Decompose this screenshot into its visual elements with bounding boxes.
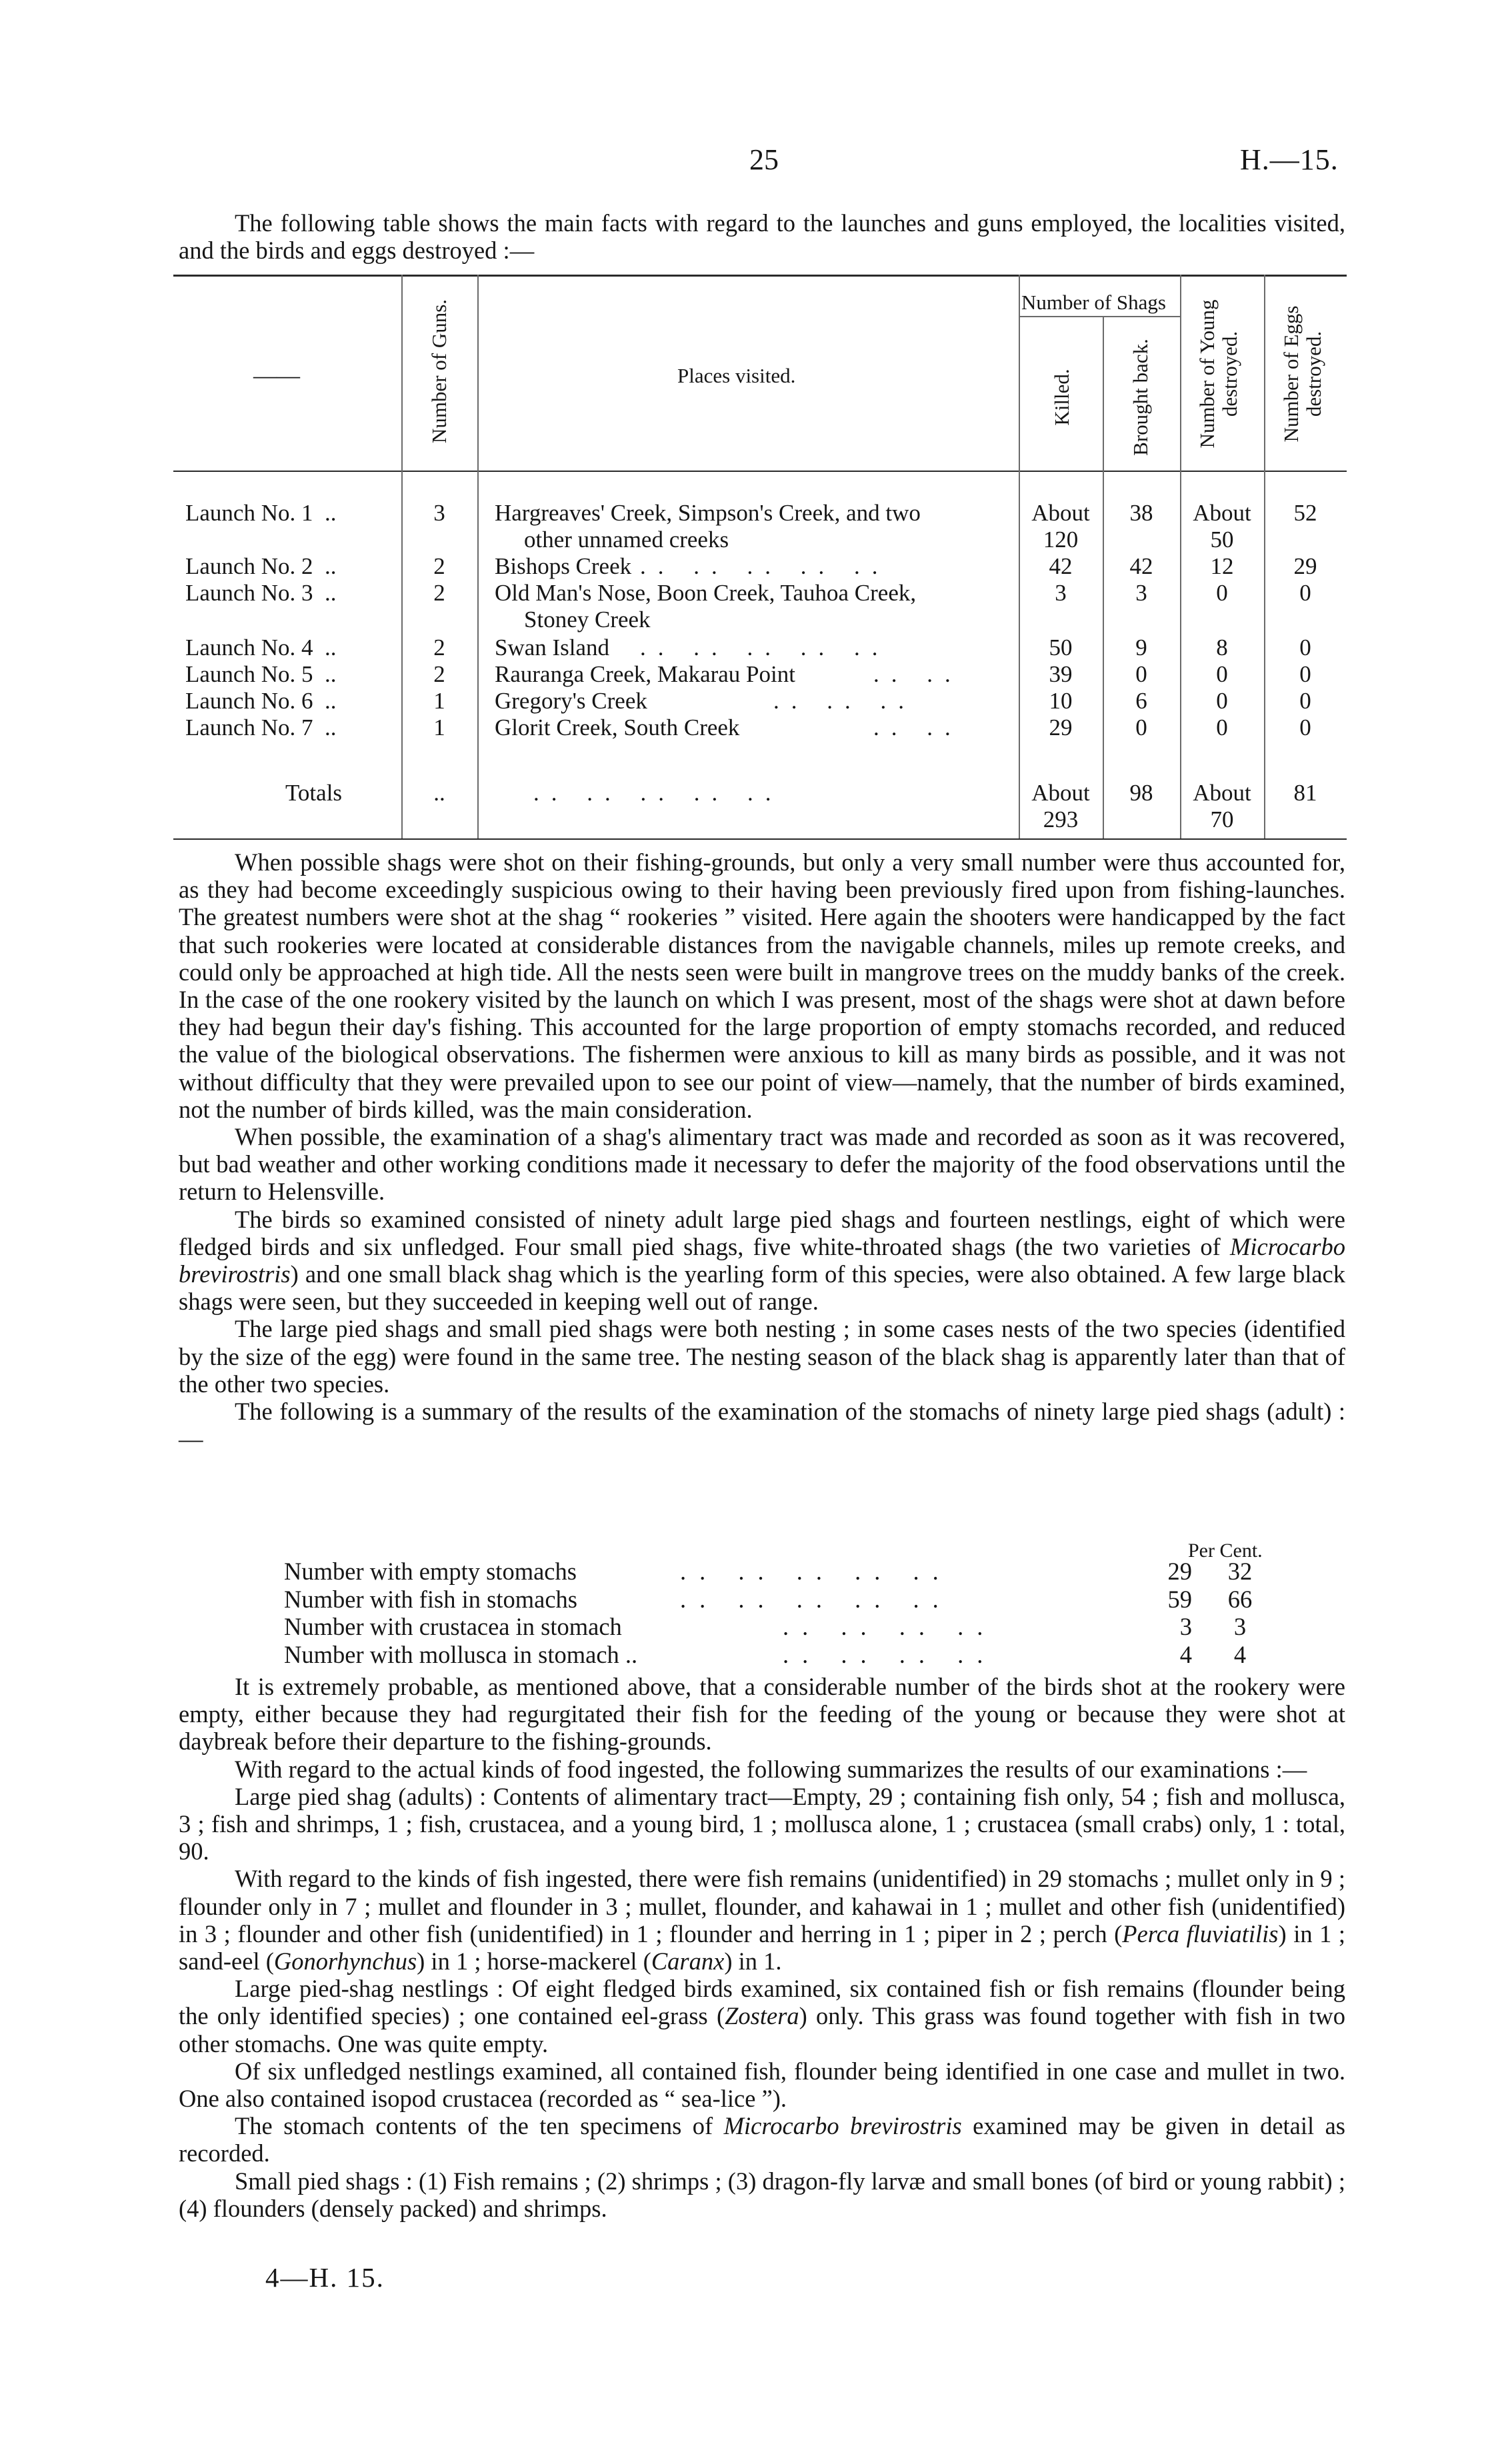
summary-row (284, 1558, 1297, 1586)
summary-percent: 66 (1227, 1585, 1253, 1613)
launch-label: Launch No. 6 (185, 688, 313, 714)
paragraph: When possible, the examination of a shag's alimentary tract was made and recorded as soon as it was recovered, but bad weather and other working conditions made it necessary to defer the majority of the food observations until the return to Helensville. (179, 1123, 1345, 1206)
killed-cell-continued: 120 (1043, 527, 1079, 553)
young-cell: About (1193, 500, 1251, 526)
summary-row (284, 1641, 1297, 1669)
eggs-cell: 0 (1299, 634, 1311, 660)
totals-killed: About (1031, 780, 1090, 806)
paragraph: The large pied shags and small pied shags were both nesting ; in some cases nests of the two species (identified by the size of the egg) were found in the same tree. The nesting season of the black shag is apparently later than that of the other two species. (179, 1315, 1345, 1398)
launch-label: Launch No. 2 (185, 553, 313, 579)
brought-back-cell: 3 (1135, 580, 1147, 606)
leader-dots: .. .. .. .. .. (640, 553, 890, 579)
guns-cell: 2 (433, 553, 445, 579)
young-cell-continued: 50 (1210, 527, 1234, 553)
totals-label: Totals (285, 780, 343, 806)
body-text-upper (179, 848, 1345, 1452)
places-cell: Swan Island (495, 634, 610, 660)
young-cell: 0 (1216, 661, 1228, 687)
table-top-rule (173, 275, 1347, 277)
guns-cell: 3 (433, 500, 445, 526)
paragraph: When possible shags were shot on their fishing-grounds, but only a very small number were thus accounted for, as they had become exceedingly suspicious owing to their having been previously fired upon from fishing-launches. The greatest numbers were shot at the shag “ rookeries ” visited. Here again the shooters were handicapped by the fact that such rookeries were located at considerable distances from the navigable channels, miles up remote creeks, and could only be approached at high tide. All the nests seen were built in mangrove trees on the muddy banks of the creek. In the case of the one rookery visited by the launch on which I was present, most of the shags were shot at dawn before they had begun their day's fishing. This accounted for the large proportion of empty stomachs recorded, and reduced the value of the biological observations. The fishermen were anxious to kill as many birds as possible, and it was not without difficulty that they were prevailed upon to see our point of view—namely, that the number of birds examined, not the number of birds killed, was the main consideration. (179, 848, 1345, 1123)
summary-label: Number with fish in stomachs (284, 1585, 577, 1613)
paragraph: With regard to the kinds of fish ingested, there were fish remains (unidentified) in 29 stomachs ; mullet only in 9 ; flounder only in 7 ; mullet and flounder in 3 ; mullet, flounder, and kahawai in 1 ; mullet and other fish (unidentified) in 3 ; flounder and other fish (unidentified) in 1 ; flounder and herring in 1 ; piper in 2 ; perch (Perca fluviatilis) in 1 ; sand-eel (Gonorhynchus) in 1 ; horse-mackerel (Caranx) in 1. (179, 1865, 1346, 1975)
leader-dots: .. .. .. .. .. (640, 634, 890, 660)
totals-places: .. .. .. .. .. (533, 780, 783, 806)
summary-percent: 3 (1233, 1613, 1247, 1640)
summary-percent: 4 (1233, 1640, 1247, 1668)
paragraph: The birds so examined consisted of ninety adult large pied shags and fourteen nestlings, eight of which were fledged birds and six unfledged. Four small pied shags, five white-throated shags (the two varieties of Microcarbo brevirostris) and one small black shag which is the yearling form of this species, were also obtained. A few large black shags were seen, but they succeeded in keeping well out of range. (179, 1205, 1345, 1316)
brought-back-cell: 0 (1135, 714, 1147, 740)
killed-cell: 10 (1049, 688, 1073, 714)
brought-back-cell: 42 (1129, 553, 1153, 579)
places-cell: Bishops Creek (495, 553, 632, 579)
leader-dots: .. .. .. (773, 688, 916, 714)
totals-eggs: 81 (1293, 780, 1317, 806)
header-number-of-shags: Number of Shags (1021, 291, 1166, 314)
launch-label: Launch No. 1 (185, 500, 313, 526)
young-cell: 12 (1210, 553, 1234, 579)
species-name: Caranx (651, 1947, 725, 1975)
header-places-visited: Places visited. (677, 364, 796, 387)
killed-cell: 29 (1049, 714, 1073, 740)
species-name: Zostera (725, 2002, 799, 2030)
killed-cell: 3 (1055, 580, 1067, 606)
header-number-of-guns: Number of Guns. (427, 299, 451, 444)
totals-killed-continued: 293 (1043, 806, 1079, 832)
places-cell: Glorit Creek, South Creek (495, 714, 740, 740)
eggs-cell: 0 (1299, 688, 1311, 714)
summary-count: 59 (1167, 1585, 1192, 1613)
summary-row (284, 1586, 1297, 1614)
summary-label: Number with mollusca in stomach .. (284, 1640, 638, 1668)
header-brought-back: Brought back. (1129, 339, 1152, 456)
stomach-summary (284, 1558, 1297, 1668)
places-cell: Old Man's Nose, Boon Creek, Tauhoa Creek, (495, 580, 917, 606)
summary-count: 4 (1179, 1640, 1192, 1668)
percent-column-header: Per Cent. (1188, 1540, 1263, 1562)
intro-paragraph: The following table shows the main facts with regard to the launches and guns employed, the localities visited, and the birds and eggs destroyed :— (179, 209, 1345, 265)
brought-back-cell: 9 (1135, 634, 1147, 660)
totals-young-continued: 70 (1210, 806, 1234, 832)
young-cell: 0 (1216, 688, 1228, 714)
launch-label: Launch No. 4 (185, 634, 313, 660)
paragraph: Small pied shags : (1) Fish remains ; (2) shrimps ; (3) dragon-fly larvæ and small bones (of bird or young rabbit) ; (4) flounders (densely packed) and shrimps. (179, 2167, 1345, 2222)
header-blank-dash: —— (253, 363, 300, 389)
header-young-destroyed: Number of Young destroyed. (1195, 299, 1241, 449)
document-code: H.—15. (1240, 143, 1339, 176)
paragraph: Large pied shag (adults) : Contents of alimentary tract—Empty, 29 ; containing fish only, 54 ; fish and mollusca, 3 ; fish and shrimps, 1 ; fish, crustacea, and a young bird, 1 ; mollusca alone, 1 ; crustacea (small crabs) only, 1 : total, 90. (179, 1782, 1345, 1865)
guns-cell: 2 (433, 634, 445, 660)
leader-dots: .. .. (873, 661, 963, 687)
guns-cell: 2 (433, 580, 445, 606)
leader-dots: .. .. .. .. .. (680, 1585, 952, 1613)
leader-dots: .. .. .. .. .. (680, 1558, 952, 1585)
eggs-cell: 29 (1293, 553, 1317, 579)
brought-back-cell: 38 (1129, 500, 1153, 526)
guns-cell: 2 (433, 661, 445, 687)
guns-cell: 1 (433, 688, 445, 714)
killed-cell: 39 (1049, 661, 1073, 687)
header-eggs-destroyed: Number of Eggs destroyed. (1279, 305, 1325, 443)
leader-dots: .. .. .. .. (783, 1613, 997, 1640)
signature-footer: 4—H. 15. (265, 2262, 385, 2293)
leader-dots: .. .. .. .. (783, 1640, 997, 1668)
table-header-rule (173, 471, 1347, 472)
launch-label: Launch No. 3 (185, 580, 313, 606)
page-number: 25 (749, 143, 779, 176)
species-name: Microcarbo brevirostris (179, 1232, 1345, 1288)
places-cell: Gregory's Creek (495, 688, 647, 714)
eggs-cell: 0 (1299, 580, 1311, 606)
places-cell: Hargreaves' Creek, Simpson's Creek, and two (495, 500, 921, 526)
eggs-cell: 52 (1293, 500, 1317, 526)
species-name: Gonorhynchus (273, 1947, 417, 1975)
summary-label: Number with empty stomachs (284, 1558, 577, 1585)
eggs-cell: 0 (1299, 661, 1311, 687)
summary-count: 3 (1179, 1613, 1192, 1640)
totals-brought-back: 98 (1129, 780, 1153, 806)
paragraph: The stomach contents of the ten specimens of Microcarbo brevirostris examined may be given in detail as recorded. (179, 2112, 1346, 2167)
places-cell: Rauranga Creek, Makarau Point (495, 661, 795, 687)
header-killed: Killed. (1050, 369, 1073, 426)
paragraph: Of six unfledged nestlings examined, all contained fish, flounder being identified in one case and mullet in two. One also contained isopod crustacea (recorded as “ sea-lice ”). (179, 2057, 1345, 2113)
killed-cell: 42 (1049, 553, 1073, 579)
paragraph: With regard to the actual kinds of food ingested, the following summarizes the results of our examinations :— (235, 1755, 1307, 1783)
intro-block (179, 209, 1345, 264)
young-cell: 0 (1216, 714, 1228, 740)
guns-cell: 1 (433, 714, 445, 740)
summary-label: Number with crustacea in stomach (284, 1613, 622, 1640)
paragraph: It is extremely probable, as mentioned above, that a considerable number of the birds shot at the rookery were empty, either because they had regurgitated their fish for the feeding of the young or because they were shot at daybreak before their departure to the fishing-grounds. (179, 1673, 1345, 1756)
launch-label: Launch No. 7 (185, 714, 313, 740)
summary-row (284, 1613, 1297, 1641)
brought-back-cell: 6 (1135, 688, 1147, 714)
launch-table: —— Number of Guns. Places visited. Number of Shags Killed. Brought back. Number of Young destroyed. Number of Eggs destroyed. Launch No. 1 .. 3 Hargreaves' Creek, Simpson's Creek, and two other unnamed creeks About 120 38 About 50 52 Launch No. 2 .. 2 Bishops Creek .. .. .. .. .. 42 42 12 29 Launch No. 3 .. 2 Old Man's Nose, Boon Creek, Tauhoa Creek, Stoney Creek 3 3 0 0 Launch No. 4 .. 2 Swan Island .. .. .. .. .. 50 9 8 0 Launch No. 5 .. 2 Rauranga Creek, Makarau Point .. .. 39 0 0 0 Launch No. 6 .. 1 Gregory's Creek .. .. .. 10 6 0 0 Launch No. 7 .. 1 Glorit Creek, South Creek .. .. 29 0 0 0 Totals .. .. .. .. .. .. About 293 98 About 70 81 (173, 275, 1347, 841)
killed-cell: 50 (1049, 634, 1073, 660)
young-cell: 8 (1216, 634, 1228, 660)
body-text-lower (179, 1673, 1345, 2222)
totals-guns: .. (433, 780, 445, 806)
leader-dots: .. .. (873, 714, 963, 740)
brought-back-cell: 0 (1135, 661, 1147, 687)
summary-count: 29 (1167, 1558, 1192, 1585)
places-cell-continued: other unnamed creeks (524, 527, 729, 553)
paragraph: The following is a summary of the results of the examination of the stomachs of ninety large pied shags (adult) :— (179, 1398, 1345, 1453)
shags-group-rule (1019, 316, 1180, 317)
species-name: Perca fluviatilis (1122, 1919, 1279, 1947)
species-name: Microcarbo brevirostris (723, 2112, 962, 2140)
table-bottom-rule (173, 838, 1347, 840)
young-cell: 0 (1216, 580, 1228, 606)
table-divider (477, 275, 479, 838)
launch-label: Launch No. 5 (185, 661, 313, 687)
eggs-cell: 0 (1299, 714, 1311, 740)
killed-cell: About (1031, 500, 1090, 526)
totals-young: About (1193, 780, 1251, 806)
summary-percent: 32 (1227, 1558, 1253, 1585)
places-cell-continued: Stoney Creek (524, 607, 651, 632)
paragraph: Large pied-shag nestlings : Of eight fledged birds examined, six contained fish or fish remains (flounder being the only identified species) ; one contained eel-grass (Zostera) only. This grass was found together with fish in two other stomachs. One was quite empty. (179, 1975, 1345, 2057)
